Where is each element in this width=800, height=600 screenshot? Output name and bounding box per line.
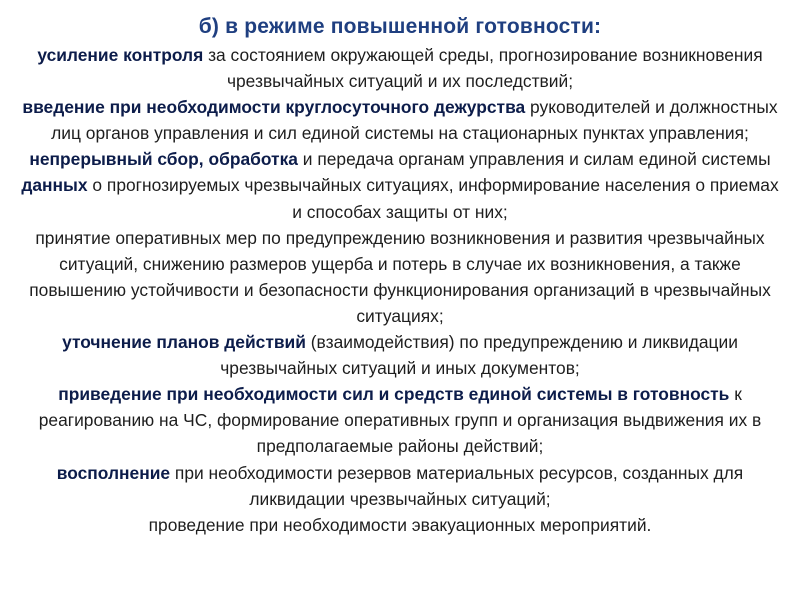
bold-phrase: восполнение [56,462,171,483]
paragraph-evacuation [20,512,780,538]
bold-phrase: данных [21,175,88,196]
paragraph-prevention-measures [20,225,780,329]
slide-body [20,42,780,538]
paragraph-readiness [20,381,780,459]
paragraph-text: принятие оперативных мер по предупреждению возникновения и развития чрезвычайных ситуаций, снижению размеров ущерба и потерь в случае их возникновения, а также повышению устойчивости и безопасности функционирования организаций в чрезвычайных ситуациях; [29,227,771,326]
bold-phrase: непрерывный сбор, обработка [29,149,298,170]
paragraph-text: и передача органам управления и силам единой системы [297,149,771,170]
paragraph-text: (взаимодействия) по предупреждению и ликвидации чрезвычайных ситуаций и иных документов; [220,332,738,379]
paragraph-text: к реагированию на ЧС, формирование оперативных групп и организация выдвижения их в предполагаемые районы действий; [38,384,762,457]
paragraph-reserve-replenishment [20,460,780,512]
bold-phrase: приведение при необходимости сил и средств единой системы в готовность [58,384,730,405]
bold-phrase: усиление контроля [37,45,204,65]
paragraph-text: руководителей и должностных лиц органов управления и сил единой системы на стационарных пунктах управления; [51,97,778,144]
paragraph-text: проведение при необходимости эвакуационных мероприятий. [148,514,652,535]
paragraph-plan-refinement [20,329,780,381]
slide-title: б) в режиме повышенной готовности: [198,15,602,38]
paragraph-control-strengthening [20,42,780,94]
paragraph-text: за состоянием окружающей среды, прогнозирование возникновения чрезвычайных ситуаций и их последствий; [203,45,763,92]
paragraph-text: при необходимости резервов материальных ресурсов, созданных для ликвидации чрезвычайных ситуаций; [170,462,744,509]
bold-phrase: уточнение планов действий [62,332,306,353]
paragraph-round-the-clock-duty [20,94,780,146]
paragraph-data-collection [20,146,780,224]
bold-phrase: введение при необходимости круглосуточного дежурства [22,97,526,118]
paragraph-text: о прогнозируемых чрезвычайных ситуациях, информирование населения о приемах и способах защиты от них; [87,175,779,222]
